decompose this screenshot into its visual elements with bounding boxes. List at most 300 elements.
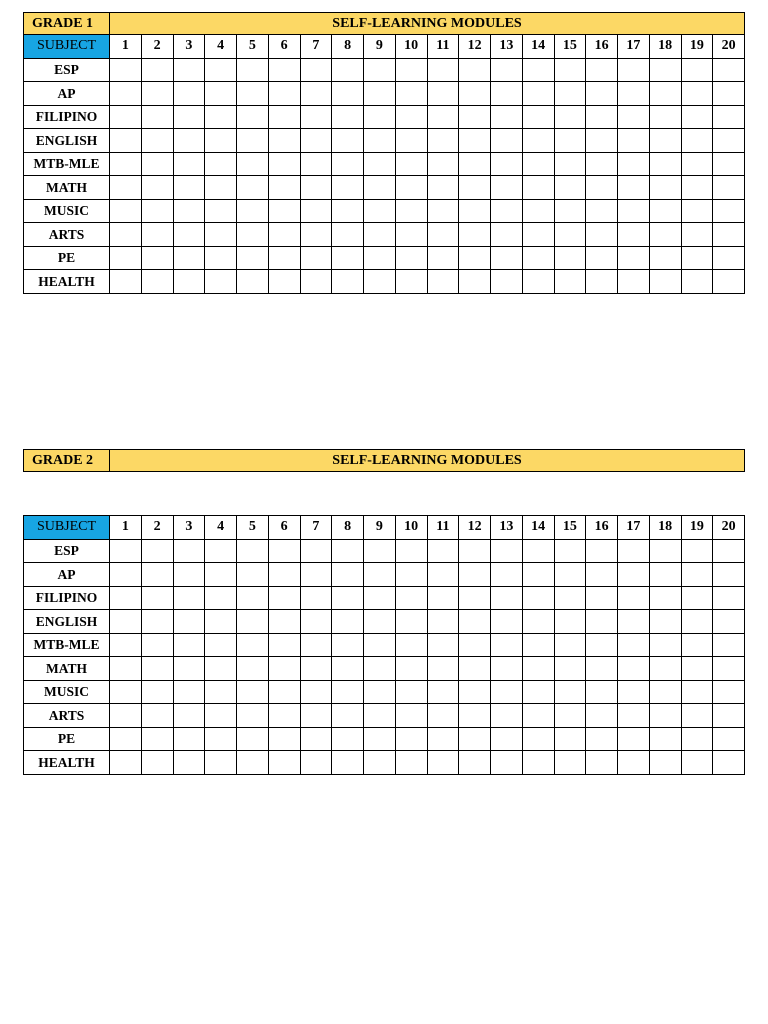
grade1-check-cell[interactable] <box>332 223 364 247</box>
grade2-check-cell[interactable] <box>554 610 586 634</box>
grade1-check-cell[interactable] <box>649 246 681 270</box>
grade1-check-cell[interactable] <box>173 152 205 176</box>
grade2-check-cell[interactable] <box>427 563 459 587</box>
grade1-check-cell[interactable] <box>300 199 332 223</box>
grade2-check-cell[interactable] <box>491 704 523 728</box>
grade1-check-cell[interactable] <box>110 223 142 247</box>
grade2-check-cell[interactable] <box>618 680 650 704</box>
grade2-check-cell[interactable] <box>427 751 459 775</box>
grade1-check-cell[interactable] <box>618 58 650 82</box>
grade2-check-cell[interactable] <box>332 704 364 728</box>
grade1-check-cell[interactable] <box>110 82 142 106</box>
grade1-check-cell[interactable] <box>554 176 586 200</box>
grade1-check-cell[interactable] <box>649 105 681 129</box>
grade1-check-cell[interactable] <box>237 82 269 106</box>
grade2-check-cell[interactable] <box>522 539 554 563</box>
grade2-check-cell[interactable] <box>141 586 173 610</box>
grade1-check-cell[interactable] <box>522 82 554 106</box>
grade2-check-cell[interactable] <box>237 586 269 610</box>
grade1-check-cell[interactable] <box>491 129 523 153</box>
grade1-check-cell[interactable] <box>713 223 745 247</box>
grade2-check-cell[interactable] <box>491 751 523 775</box>
grade2-check-cell[interactable] <box>395 704 427 728</box>
grade1-check-cell[interactable] <box>141 82 173 106</box>
grade1-check-cell[interactable] <box>110 105 142 129</box>
grade2-check-cell[interactable] <box>554 751 586 775</box>
grade1-check-cell[interactable] <box>141 270 173 294</box>
grade2-check-cell[interactable] <box>427 633 459 657</box>
grade2-check-cell[interactable] <box>300 751 332 775</box>
grade2-check-cell[interactable] <box>618 633 650 657</box>
grade2-check-cell[interactable] <box>237 680 269 704</box>
grade2-check-cell[interactable] <box>300 586 332 610</box>
grade2-check-cell[interactable] <box>713 633 745 657</box>
grade2-check-cell[interactable] <box>141 727 173 751</box>
grade2-check-cell[interactable] <box>141 657 173 681</box>
grade2-check-cell[interactable] <box>649 539 681 563</box>
grade1-check-cell[interactable] <box>554 246 586 270</box>
grade2-check-cell[interactable] <box>427 610 459 634</box>
grade2-check-cell[interactable] <box>110 657 142 681</box>
grade2-check-cell[interactable] <box>491 539 523 563</box>
grade1-check-cell[interactable] <box>459 58 491 82</box>
grade1-check-cell[interactable] <box>141 152 173 176</box>
grade1-check-cell[interactable] <box>205 105 237 129</box>
grade1-check-cell[interactable] <box>332 152 364 176</box>
grade1-check-cell[interactable] <box>554 105 586 129</box>
grade2-check-cell[interactable] <box>300 610 332 634</box>
grade2-check-cell[interactable] <box>649 610 681 634</box>
grade2-check-cell[interactable] <box>459 563 491 587</box>
grade2-check-cell[interactable] <box>300 657 332 681</box>
grade1-check-cell[interactable] <box>681 246 713 270</box>
grade1-check-cell[interactable] <box>681 152 713 176</box>
grade2-check-cell[interactable] <box>713 586 745 610</box>
grade1-check-cell[interactable] <box>268 129 300 153</box>
grade2-check-cell[interactable] <box>586 539 618 563</box>
grade1-check-cell[interactable] <box>332 270 364 294</box>
grade1-check-cell[interactable] <box>649 129 681 153</box>
grade1-check-cell[interactable] <box>586 82 618 106</box>
grade2-check-cell[interactable] <box>586 586 618 610</box>
grade1-check-cell[interactable] <box>205 176 237 200</box>
grade2-check-cell[interactable] <box>332 751 364 775</box>
grade2-check-cell[interactable] <box>110 586 142 610</box>
grade2-check-cell[interactable] <box>268 633 300 657</box>
grade2-check-cell[interactable] <box>586 704 618 728</box>
grade1-check-cell[interactable] <box>522 152 554 176</box>
grade1-check-cell[interactable] <box>427 176 459 200</box>
grade2-check-cell[interactable] <box>459 680 491 704</box>
grade1-check-cell[interactable] <box>427 270 459 294</box>
grade2-check-cell[interactable] <box>364 657 396 681</box>
grade2-check-cell[interactable] <box>141 680 173 704</box>
grade1-check-cell[interactable] <box>237 223 269 247</box>
grade1-check-cell[interactable] <box>364 152 396 176</box>
grade2-check-cell[interactable] <box>364 586 396 610</box>
grade2-check-cell[interactable] <box>268 727 300 751</box>
grade1-check-cell[interactable] <box>649 176 681 200</box>
grade1-check-cell[interactable] <box>586 199 618 223</box>
grade1-check-cell[interactable] <box>618 176 650 200</box>
grade2-check-cell[interactable] <box>681 539 713 563</box>
grade2-check-cell[interactable] <box>364 610 396 634</box>
grade2-check-cell[interactable] <box>522 727 554 751</box>
grade2-check-cell[interactable] <box>459 751 491 775</box>
grade1-check-cell[interactable] <box>681 223 713 247</box>
grade2-check-cell[interactable] <box>300 539 332 563</box>
grade2-check-cell[interactable] <box>237 610 269 634</box>
grade1-check-cell[interactable] <box>237 199 269 223</box>
grade2-check-cell[interactable] <box>173 704 205 728</box>
grade2-check-cell[interactable] <box>681 657 713 681</box>
grade2-check-cell[interactable] <box>173 586 205 610</box>
grade1-check-cell[interactable] <box>173 129 205 153</box>
grade1-check-cell[interactable] <box>395 82 427 106</box>
grade1-check-cell[interactable] <box>364 223 396 247</box>
grade2-check-cell[interactable] <box>332 586 364 610</box>
grade1-check-cell[interactable] <box>237 105 269 129</box>
grade1-check-cell[interactable] <box>427 199 459 223</box>
grade2-check-cell[interactable] <box>522 680 554 704</box>
grade1-check-cell[interactable] <box>427 223 459 247</box>
grade1-check-cell[interactable] <box>649 199 681 223</box>
grade1-check-cell[interactable] <box>141 176 173 200</box>
grade2-check-cell[interactable] <box>268 539 300 563</box>
grade2-check-cell[interactable] <box>332 657 364 681</box>
grade2-check-cell[interactable] <box>649 657 681 681</box>
grade2-check-cell[interactable] <box>681 704 713 728</box>
grade1-check-cell[interactable] <box>618 270 650 294</box>
grade1-check-cell[interactable] <box>110 270 142 294</box>
grade2-check-cell[interactable] <box>554 657 586 681</box>
grade2-check-cell[interactable] <box>332 563 364 587</box>
grade1-check-cell[interactable] <box>205 199 237 223</box>
grade1-check-cell[interactable] <box>205 223 237 247</box>
grade1-check-cell[interactable] <box>332 199 364 223</box>
grade2-check-cell[interactable] <box>141 751 173 775</box>
grade1-check-cell[interactable] <box>205 58 237 82</box>
grade1-check-cell[interactable] <box>300 246 332 270</box>
grade1-check-cell[interactable] <box>459 246 491 270</box>
grade1-check-cell[interactable] <box>681 105 713 129</box>
grade1-check-cell[interactable] <box>332 246 364 270</box>
grade2-check-cell[interactable] <box>141 539 173 563</box>
grade2-check-cell[interactable] <box>649 727 681 751</box>
grade2-check-cell[interactable] <box>173 657 205 681</box>
grade2-check-cell[interactable] <box>268 586 300 610</box>
grade1-check-cell[interactable] <box>427 82 459 106</box>
grade1-check-cell[interactable] <box>522 58 554 82</box>
grade1-check-cell[interactable] <box>459 82 491 106</box>
grade1-check-cell[interactable] <box>173 223 205 247</box>
grade1-check-cell[interactable] <box>586 105 618 129</box>
grade1-check-cell[interactable] <box>713 246 745 270</box>
grade2-check-cell[interactable] <box>395 751 427 775</box>
grade1-check-cell[interactable] <box>459 152 491 176</box>
grade1-check-cell[interactable] <box>618 129 650 153</box>
grade1-check-cell[interactable] <box>268 246 300 270</box>
grade1-check-cell[interactable] <box>522 223 554 247</box>
grade1-check-cell[interactable] <box>395 152 427 176</box>
grade1-check-cell[interactable] <box>522 176 554 200</box>
grade1-check-cell[interactable] <box>205 246 237 270</box>
grade1-check-cell[interactable] <box>300 129 332 153</box>
grade1-check-cell[interactable] <box>586 176 618 200</box>
grade1-check-cell[interactable] <box>364 58 396 82</box>
grade2-check-cell[interactable] <box>237 539 269 563</box>
grade1-check-cell[interactable] <box>522 199 554 223</box>
grade2-check-cell[interactable] <box>586 563 618 587</box>
grade2-check-cell[interactable] <box>141 704 173 728</box>
grade1-check-cell[interactable] <box>649 58 681 82</box>
grade1-check-cell[interactable] <box>300 58 332 82</box>
grade1-check-cell[interactable] <box>268 176 300 200</box>
grade2-check-cell[interactable] <box>459 539 491 563</box>
grade1-check-cell[interactable] <box>205 129 237 153</box>
grade2-check-cell[interactable] <box>713 539 745 563</box>
grade2-check-cell[interactable] <box>554 539 586 563</box>
grade1-check-cell[interactable] <box>713 270 745 294</box>
grade1-check-cell[interactable] <box>173 176 205 200</box>
grade2-check-cell[interactable] <box>364 539 396 563</box>
grade1-check-cell[interactable] <box>395 129 427 153</box>
grade1-check-cell[interactable] <box>332 58 364 82</box>
grade1-check-cell[interactable] <box>237 246 269 270</box>
grade2-check-cell[interactable] <box>300 680 332 704</box>
grade2-check-cell[interactable] <box>141 633 173 657</box>
grade1-check-cell[interactable] <box>586 58 618 82</box>
grade1-check-cell[interactable] <box>268 270 300 294</box>
grade2-check-cell[interactable] <box>522 657 554 681</box>
grade1-check-cell[interactable] <box>586 152 618 176</box>
grade1-check-cell[interactable] <box>237 270 269 294</box>
grade1-check-cell[interactable] <box>110 199 142 223</box>
grade2-check-cell[interactable] <box>522 704 554 728</box>
grade1-check-cell[interactable] <box>618 105 650 129</box>
grade2-check-cell[interactable] <box>554 586 586 610</box>
grade2-check-cell[interactable] <box>395 657 427 681</box>
grade1-check-cell[interactable] <box>681 176 713 200</box>
grade2-check-cell[interactable] <box>649 563 681 587</box>
grade1-check-cell[interactable] <box>491 223 523 247</box>
grade1-check-cell[interactable] <box>300 176 332 200</box>
grade1-check-cell[interactable] <box>268 223 300 247</box>
grade1-check-cell[interactable] <box>618 152 650 176</box>
grade2-check-cell[interactable] <box>681 563 713 587</box>
grade2-check-cell[interactable] <box>554 704 586 728</box>
grade2-check-cell[interactable] <box>300 727 332 751</box>
grade1-check-cell[interactable] <box>300 82 332 106</box>
grade1-check-cell[interactable] <box>395 176 427 200</box>
grade2-check-cell[interactable] <box>681 727 713 751</box>
grade1-check-cell[interactable] <box>618 82 650 106</box>
grade2-check-cell[interactable] <box>713 727 745 751</box>
grade2-check-cell[interactable] <box>268 610 300 634</box>
grade1-check-cell[interactable] <box>491 246 523 270</box>
grade1-check-cell[interactable] <box>364 105 396 129</box>
grade2-check-cell[interactable] <box>427 727 459 751</box>
grade2-check-cell[interactable] <box>618 727 650 751</box>
grade2-check-cell[interactable] <box>459 727 491 751</box>
grade1-check-cell[interactable] <box>713 82 745 106</box>
grade2-check-cell[interactable] <box>586 751 618 775</box>
grade1-check-cell[interactable] <box>427 129 459 153</box>
grade1-check-cell[interactable] <box>649 223 681 247</box>
grade2-check-cell[interactable] <box>237 657 269 681</box>
grade1-check-cell[interactable] <box>395 223 427 247</box>
grade1-check-cell[interactable] <box>713 129 745 153</box>
grade1-check-cell[interactable] <box>491 199 523 223</box>
grade2-check-cell[interactable] <box>110 563 142 587</box>
grade1-check-cell[interactable] <box>364 176 396 200</box>
grade1-check-cell[interactable] <box>237 152 269 176</box>
grade2-check-cell[interactable] <box>395 563 427 587</box>
grade2-check-cell[interactable] <box>681 633 713 657</box>
grade1-check-cell[interactable] <box>649 82 681 106</box>
grade1-check-cell[interactable] <box>681 129 713 153</box>
grade1-check-cell[interactable] <box>554 152 586 176</box>
grade2-check-cell[interactable] <box>205 657 237 681</box>
grade2-check-cell[interactable] <box>459 657 491 681</box>
grade1-check-cell[interactable] <box>141 246 173 270</box>
grade1-check-cell[interactable] <box>522 105 554 129</box>
grade2-check-cell[interactable] <box>586 610 618 634</box>
grade2-check-cell[interactable] <box>237 704 269 728</box>
grade2-check-cell[interactable] <box>332 610 364 634</box>
grade1-check-cell[interactable] <box>364 270 396 294</box>
grade1-check-cell[interactable] <box>237 176 269 200</box>
grade1-check-cell[interactable] <box>713 105 745 129</box>
grade1-check-cell[interactable] <box>491 176 523 200</box>
grade1-check-cell[interactable] <box>459 176 491 200</box>
grade1-check-cell[interactable] <box>713 58 745 82</box>
grade2-check-cell[interactable] <box>491 727 523 751</box>
grade2-check-cell[interactable] <box>427 704 459 728</box>
grade1-check-cell[interactable] <box>173 58 205 82</box>
grade1-check-cell[interactable] <box>459 270 491 294</box>
grade2-check-cell[interactable] <box>173 727 205 751</box>
grade2-check-cell[interactable] <box>205 727 237 751</box>
grade2-check-cell[interactable] <box>268 680 300 704</box>
grade2-check-cell[interactable] <box>205 704 237 728</box>
grade2-check-cell[interactable] <box>586 727 618 751</box>
grade2-check-cell[interactable] <box>141 610 173 634</box>
grade2-check-cell[interactable] <box>491 610 523 634</box>
grade2-check-cell[interactable] <box>110 704 142 728</box>
grade1-check-cell[interactable] <box>618 199 650 223</box>
grade2-check-cell[interactable] <box>332 727 364 751</box>
grade1-check-cell[interactable] <box>395 199 427 223</box>
grade1-check-cell[interactable] <box>586 270 618 294</box>
grade1-check-cell[interactable] <box>237 58 269 82</box>
grade2-check-cell[interactable] <box>395 539 427 563</box>
grade1-check-cell[interactable] <box>427 105 459 129</box>
grade2-check-cell[interactable] <box>618 586 650 610</box>
grade1-check-cell[interactable] <box>554 199 586 223</box>
grade1-check-cell[interactable] <box>268 105 300 129</box>
grade2-check-cell[interactable] <box>681 680 713 704</box>
grade1-check-cell[interactable] <box>364 246 396 270</box>
grade2-check-cell[interactable] <box>586 680 618 704</box>
grade2-check-cell[interactable] <box>713 704 745 728</box>
grade2-check-cell[interactable] <box>205 586 237 610</box>
grade2-check-cell[interactable] <box>205 610 237 634</box>
grade2-check-cell[interactable] <box>618 539 650 563</box>
grade2-check-cell[interactable] <box>459 633 491 657</box>
grade2-check-cell[interactable] <box>713 751 745 775</box>
grade2-check-cell[interactable] <box>395 633 427 657</box>
grade1-check-cell[interactable] <box>205 82 237 106</box>
grade2-check-cell[interactable] <box>110 633 142 657</box>
grade1-check-cell[interactable] <box>459 199 491 223</box>
grade2-check-cell[interactable] <box>491 657 523 681</box>
grade2-check-cell[interactable] <box>364 704 396 728</box>
grade2-check-cell[interactable] <box>205 633 237 657</box>
grade1-check-cell[interactable] <box>300 223 332 247</box>
grade1-check-cell[interactable] <box>110 152 142 176</box>
grade2-check-cell[interactable] <box>395 586 427 610</box>
grade1-check-cell[interactable] <box>554 223 586 247</box>
grade2-check-cell[interactable] <box>618 657 650 681</box>
grade2-check-cell[interactable] <box>427 539 459 563</box>
grade1-check-cell[interactable] <box>205 152 237 176</box>
grade1-check-cell[interactable] <box>491 82 523 106</box>
grade1-check-cell[interactable] <box>459 105 491 129</box>
grade2-check-cell[interactable] <box>268 657 300 681</box>
grade1-check-cell[interactable] <box>554 82 586 106</box>
grade2-check-cell[interactable] <box>522 633 554 657</box>
grade1-check-cell[interactable] <box>110 58 142 82</box>
grade2-check-cell[interactable] <box>554 680 586 704</box>
grade2-check-cell[interactable] <box>173 633 205 657</box>
grade2-check-cell[interactable] <box>205 751 237 775</box>
grade1-check-cell[interactable] <box>618 246 650 270</box>
grade2-check-cell[interactable] <box>459 586 491 610</box>
grade1-check-cell[interactable] <box>554 270 586 294</box>
grade1-check-cell[interactable] <box>713 152 745 176</box>
grade2-check-cell[interactable] <box>649 751 681 775</box>
grade2-check-cell[interactable] <box>427 657 459 681</box>
grade1-check-cell[interactable] <box>681 199 713 223</box>
grade2-check-cell[interactable] <box>364 727 396 751</box>
grade2-check-cell[interactable] <box>110 751 142 775</box>
grade2-check-cell[interactable] <box>173 539 205 563</box>
grade2-check-cell[interactable] <box>681 610 713 634</box>
grade2-check-cell[interactable] <box>268 563 300 587</box>
grade2-check-cell[interactable] <box>173 680 205 704</box>
grade2-check-cell[interactable] <box>237 563 269 587</box>
grade2-check-cell[interactable] <box>237 751 269 775</box>
grade1-check-cell[interactable] <box>395 58 427 82</box>
grade2-check-cell[interactable] <box>554 633 586 657</box>
grade2-check-cell[interactable] <box>713 610 745 634</box>
grade1-check-cell[interactable] <box>268 58 300 82</box>
grade1-check-cell[interactable] <box>110 129 142 153</box>
grade1-check-cell[interactable] <box>237 129 269 153</box>
grade2-check-cell[interactable] <box>681 751 713 775</box>
grade2-check-cell[interactable] <box>522 563 554 587</box>
grade2-check-cell[interactable] <box>681 586 713 610</box>
grade2-check-cell[interactable] <box>554 563 586 587</box>
grade2-check-cell[interactable] <box>522 751 554 775</box>
grade2-check-cell[interactable] <box>395 680 427 704</box>
grade2-check-cell[interactable] <box>110 680 142 704</box>
grade2-check-cell[interactable] <box>300 563 332 587</box>
grade2-check-cell[interactable] <box>427 680 459 704</box>
grade1-check-cell[interactable] <box>586 223 618 247</box>
grade2-check-cell[interactable] <box>586 657 618 681</box>
